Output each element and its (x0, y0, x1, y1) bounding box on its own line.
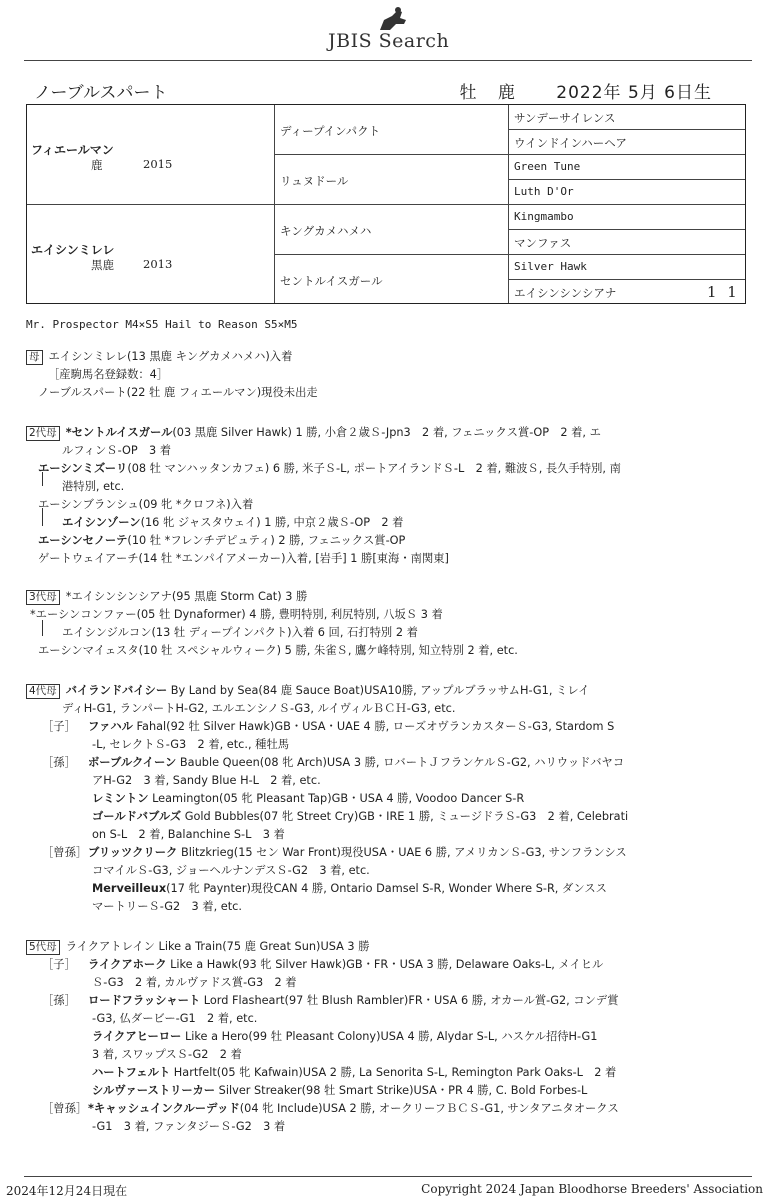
line-text: Bauble Queen(08 牝 Arch)USA 3 勝, ロバートＪフランケルＳ-G2, ハリウッドバヤコ (176, 756, 625, 769)
horse-link[interactable]: ライクアホーク (88, 958, 167, 971)
horse-link[interactable]: Merveilleux (92, 882, 167, 895)
relation-tag: ［孫］ (42, 756, 76, 769)
horse-title-row (34, 78, 734, 102)
line-text: ディH-G1, ランパートH-G2, エルエンシノＳ-G3, ルイヴィルＢＣＨ-G3, etc. (62, 702, 456, 715)
line-text: Ｓ-G3 2 着, カルヴァドス賞-G3 2 着 (92, 976, 297, 989)
family-line (38, 532, 405, 548)
line-text: *エイシンシンシアナ(95 黒鹿 Storm Cat) 3 勝 (65, 590, 308, 603)
family-line (26, 588, 307, 605)
dam-year: 2013 (143, 257, 173, 271)
relation-tag: ［孫］ (42, 994, 76, 1007)
line-text: エーシンマイェスタ(10 牡 スペシャルウィーク) 5 勝, 朱雀Ｓ, 鷹ケ峰特別, 知立特別 2 着, etc. (38, 644, 518, 657)
family-line (42, 1100, 619, 1116)
horse-link[interactable]: ロードフラッシャート (88, 994, 201, 1007)
family-line (38, 460, 621, 476)
generation-badge: 母 (26, 350, 43, 365)
dam-name: エイシンミレレ (31, 243, 115, 257)
line-text: (17 牝 Paynter)現役CAN 4 勝, Ontario Damsel S-R, Wonder Where S-R, ダンスス (166, 882, 607, 895)
line-text: ルフィンＳ-OP 3 着 (62, 444, 172, 457)
family-line (30, 606, 443, 622)
family-line (92, 1064, 616, 1080)
family-line (92, 772, 321, 788)
family-line (26, 938, 370, 955)
family-line (92, 808, 628, 824)
line-text: By Land by Sea(84 鹿 Sauce Boat)USA10勝, アップルブラッサムH-G1, ミレイ (167, 684, 590, 697)
family-line (92, 862, 370, 878)
gen3-cell[interactable]: Luth D'Or (509, 180, 745, 205)
sire-color: 鹿 (91, 158, 103, 172)
line-text: Hartfelt(05 牝 Kafwain)USA 2 勝, La Senorita S-L, Remington Park Oaks-L 2 着 (170, 1066, 617, 1079)
line-text: *エーシンコンファー(05 牡 Dynaformer) 4 勝, 豊明特別, 利尻特別, 八坂Ｓ 3 着 (30, 608, 443, 621)
family-line (92, 736, 289, 752)
horse-link[interactable]: ファハル (88, 720, 133, 733)
gen3-cell[interactable]: Green Tune (509, 155, 745, 180)
family-line (92, 1028, 597, 1044)
family-line (42, 754, 624, 770)
horse-link[interactable]: ブリッツクリーク (88, 846, 178, 859)
generation-badge: 2代母 (26, 426, 60, 441)
horse-link[interactable]: エーシンセノーテ (38, 534, 128, 547)
family-line (92, 790, 524, 806)
line-text: ライクアトレイン Like a Train(75 鹿 Great Sun)USA 3 勝 (65, 940, 370, 953)
line-text: Like a Hero(99 牡 Pleasant Colony)USA 4 勝, Alydar S-L, ハスケル招待H-G1 (181, 1030, 598, 1043)
line-text: エイシンミレレ(13 黒鹿 キングカメハメハ)入着 (48, 350, 293, 363)
line-text: コマイルＳ-G3, ジョーヘルナンデスＳ-G2 3 着, etc. (92, 864, 370, 877)
line-text: Blitzkrieg(15 セン War Front)現役USA・UAE 6 勝, アメリカンＳ-G3, サンフランシス (177, 846, 627, 859)
relation-tag: ［曾孫］ (42, 1102, 88, 1115)
family-line (92, 826, 285, 842)
line-text: マートリーＳ-G2 3 着, etc. (92, 900, 242, 913)
line-text: (04 牝 Include)USA 2 勝, オークリーフＢＣＳ-G1, サンタアニタオークス (239, 1102, 619, 1115)
line-text: -G3, 仏ダービー-G1 2 着, etc. (92, 1012, 258, 1025)
horse-link[interactable]: ライクアヒーロー (92, 1030, 182, 1043)
horse-info (445, 78, 712, 103)
family-line (92, 1010, 257, 1026)
gen2-cell[interactable]: ディープインパクト (275, 105, 509, 155)
horse-link[interactable]: エーシンミズーリ (38, 462, 128, 475)
line-text: (03 黒鹿 Silver Hawk) 1 勝, 小倉２歳Ｓ-Jpn3 2 着, フェニックス賞-OP 2 着, エ (172, 426, 601, 439)
line-text: -L, セレクトＳ-G3 2 着, etc., 種牡馬 (92, 738, 290, 751)
line-text: -G1 3 着, ファンタジーＳ-G2 3 着 (92, 1120, 286, 1133)
relation-tag: ［子］ (42, 958, 76, 971)
horse-birth: 2022年 5月 6日生 (556, 83, 712, 103)
family-line (38, 384, 318, 400)
gen2-cell[interactable]: セントルイスガール (275, 255, 509, 303)
family-line (26, 682, 589, 699)
horse-link[interactable]: *セントルイスガール (65, 426, 173, 439)
horse-color: 鹿 (497, 83, 516, 103)
line-text: Like a Hawk(93 牝 Silver Hawk)GB・FR・USA 3 勝, Delaware Oaks-L, メイヒル (166, 958, 604, 971)
line-text: Silver Streaker(98 牡 Smart Strike)USA・PR 4 勝, C. Bold Forbes-L (215, 1084, 588, 1097)
family-number: 1 1 (707, 283, 740, 301)
family-line (92, 880, 607, 896)
gen3-cell[interactable]: Silver Hawk (509, 255, 745, 280)
line-text: (16 牝 ジャスタウェイ) 1 勝, 中京２歳Ｓ-OP 2 着 (140, 516, 404, 529)
line-text: (10 牡 *フレンチデピュティ) 2 勝, フェニックス賞-OP (127, 534, 406, 547)
family-line (38, 550, 449, 566)
line-text: ［産駒馬名登録数：4］ (48, 368, 169, 381)
line-text: アH-G2 3 着, Sandy Blue H-L 2 着, etc. (92, 774, 321, 787)
relation-tag: ［曾孫］ (42, 846, 88, 859)
inbreeding-note: Mr. Prospector M4×S5 Hail to Reason S5×M5 (26, 318, 298, 331)
family-line (38, 496, 253, 512)
gen3-cell[interactable]: Kingmambo (509, 205, 745, 230)
logo-text: JBIS Search (328, 30, 450, 52)
family-line (92, 1118, 285, 1134)
gen3-cell[interactable]: エイシンシンシアナ (514, 286, 617, 300)
generation-badge: 4代母 (26, 684, 60, 699)
line-text: Leamington(05 牝 Pleasant Tap)GB・USA 4 勝, Voodoo Dancer S-R (148, 792, 525, 805)
family-line (42, 718, 614, 734)
horse-link[interactable]: バイランドバイシー (65, 684, 168, 697)
family-line (26, 348, 292, 365)
gen2-cell[interactable]: キングカメハメハ (275, 205, 509, 255)
family-line (92, 974, 297, 990)
tree-connector (42, 508, 43, 526)
horse-link[interactable]: シルヴァーストリーカー (92, 1084, 216, 1097)
generation-badge: 5代母 (26, 940, 60, 955)
generation-badge: 3代母 (26, 590, 60, 605)
relation-tag: ［子］ (42, 720, 76, 733)
family-line (48, 366, 168, 382)
sire-name: フィエールマン (31, 143, 114, 157)
pedigree-table (26, 104, 746, 304)
tree-connector (42, 472, 43, 486)
family-line (42, 992, 619, 1008)
horse-jockey-icon (376, 6, 410, 32)
gen3-cell[interactable]: ウインドインハーヘア (509, 130, 745, 155)
horse-link[interactable]: ボーブルクイーン (88, 756, 177, 769)
horse-name: ノーブルスパート (34, 83, 168, 103)
line-text: (08 牡 マンハッタンカフェ) 6 勝, 米子Ｓ-L, ポートアイランドＳ-L 2 着, 難波Ｓ, 長久手特別, 南 (127, 462, 621, 475)
dam-color: 黒鹿 (91, 258, 114, 272)
family-line (62, 624, 418, 640)
footer-copyright: Copyright 2024 Japan Bloodhorse Breeders' Association (421, 1182, 763, 1196)
footer-rule (24, 1176, 752, 1177)
line-text: エイシンジルコン(13 牡 ディープインパクト)入着 6 回, 石打特別 2 着 (62, 626, 418, 639)
line-text: Fahal(92 牡 Silver Hawk)GB・USA・UAE 4 勝, ローズオヴランカスターＳ-G3, Stardom S (132, 720, 615, 733)
family-line (92, 1082, 587, 1098)
gen2-cell[interactable]: リュヌドール (275, 155, 509, 205)
family-line (42, 844, 627, 860)
family-line (92, 898, 242, 914)
header-rule (24, 60, 752, 61)
family-line (62, 478, 124, 494)
line-text: ノーブルスパート(22 牡 鹿 フィエールマン)現役未出走 (38, 386, 318, 399)
tree-connector (42, 620, 43, 636)
gen3-cell[interactable]: サンデーサイレンス (509, 105, 745, 130)
family-line (62, 514, 403, 530)
family-line (42, 956, 603, 972)
line-text: Gold Bubbles(07 牝 Street Cry)GB・IRE 1 勝, ミュージドラＳ-G3 2 着, Celebrati (181, 810, 629, 823)
gen3-cell[interactable]: マンファス (509, 230, 745, 255)
horse-link[interactable]: ゴールドバブルズ (92, 810, 182, 823)
line-text: on S-L 2 着, Balanchine S-L 3 着 (92, 828, 285, 841)
horse-link[interactable]: エイシンゾーン (62, 516, 141, 529)
family-line (92, 1046, 242, 1062)
line-text: ゲートウェイアーチ(14 牡 *エンパイアメーカー)入着, [岩手] 1 勝[東海・南関東] (38, 552, 449, 565)
sire-year: 2015 (143, 157, 173, 171)
jbis-logo[interactable] (328, 6, 458, 52)
dam-cell[interactable] (27, 205, 275, 303)
line-text: エーシンブランシュ(09 牝 *クロフネ)入着 (38, 498, 254, 511)
horse-link[interactable]: レミントン (92, 792, 149, 805)
family-line (62, 442, 171, 458)
horse-sex: 牡 (459, 83, 478, 103)
line-text: Lord Flasheart(97 牡 Blush Rambler)FR・USA 6 勝, オカール賞-G2, コンデ賞 (200, 994, 619, 1007)
horse-link[interactable]: ハートフェルト (92, 1066, 171, 1079)
family-line (62, 700, 456, 716)
family-line (26, 424, 601, 441)
footer-date: 2024年12月24日現在 (6, 1184, 128, 1198)
line-text: 港特別, etc. (62, 480, 125, 493)
line-text: 3 着, スワップスＳ-G2 2 着 (92, 1048, 242, 1061)
horse-link[interactable]: *キャッシュインクルーデッド (88, 1102, 240, 1115)
sire-cell[interactable] (27, 105, 275, 205)
family-line (38, 642, 518, 658)
